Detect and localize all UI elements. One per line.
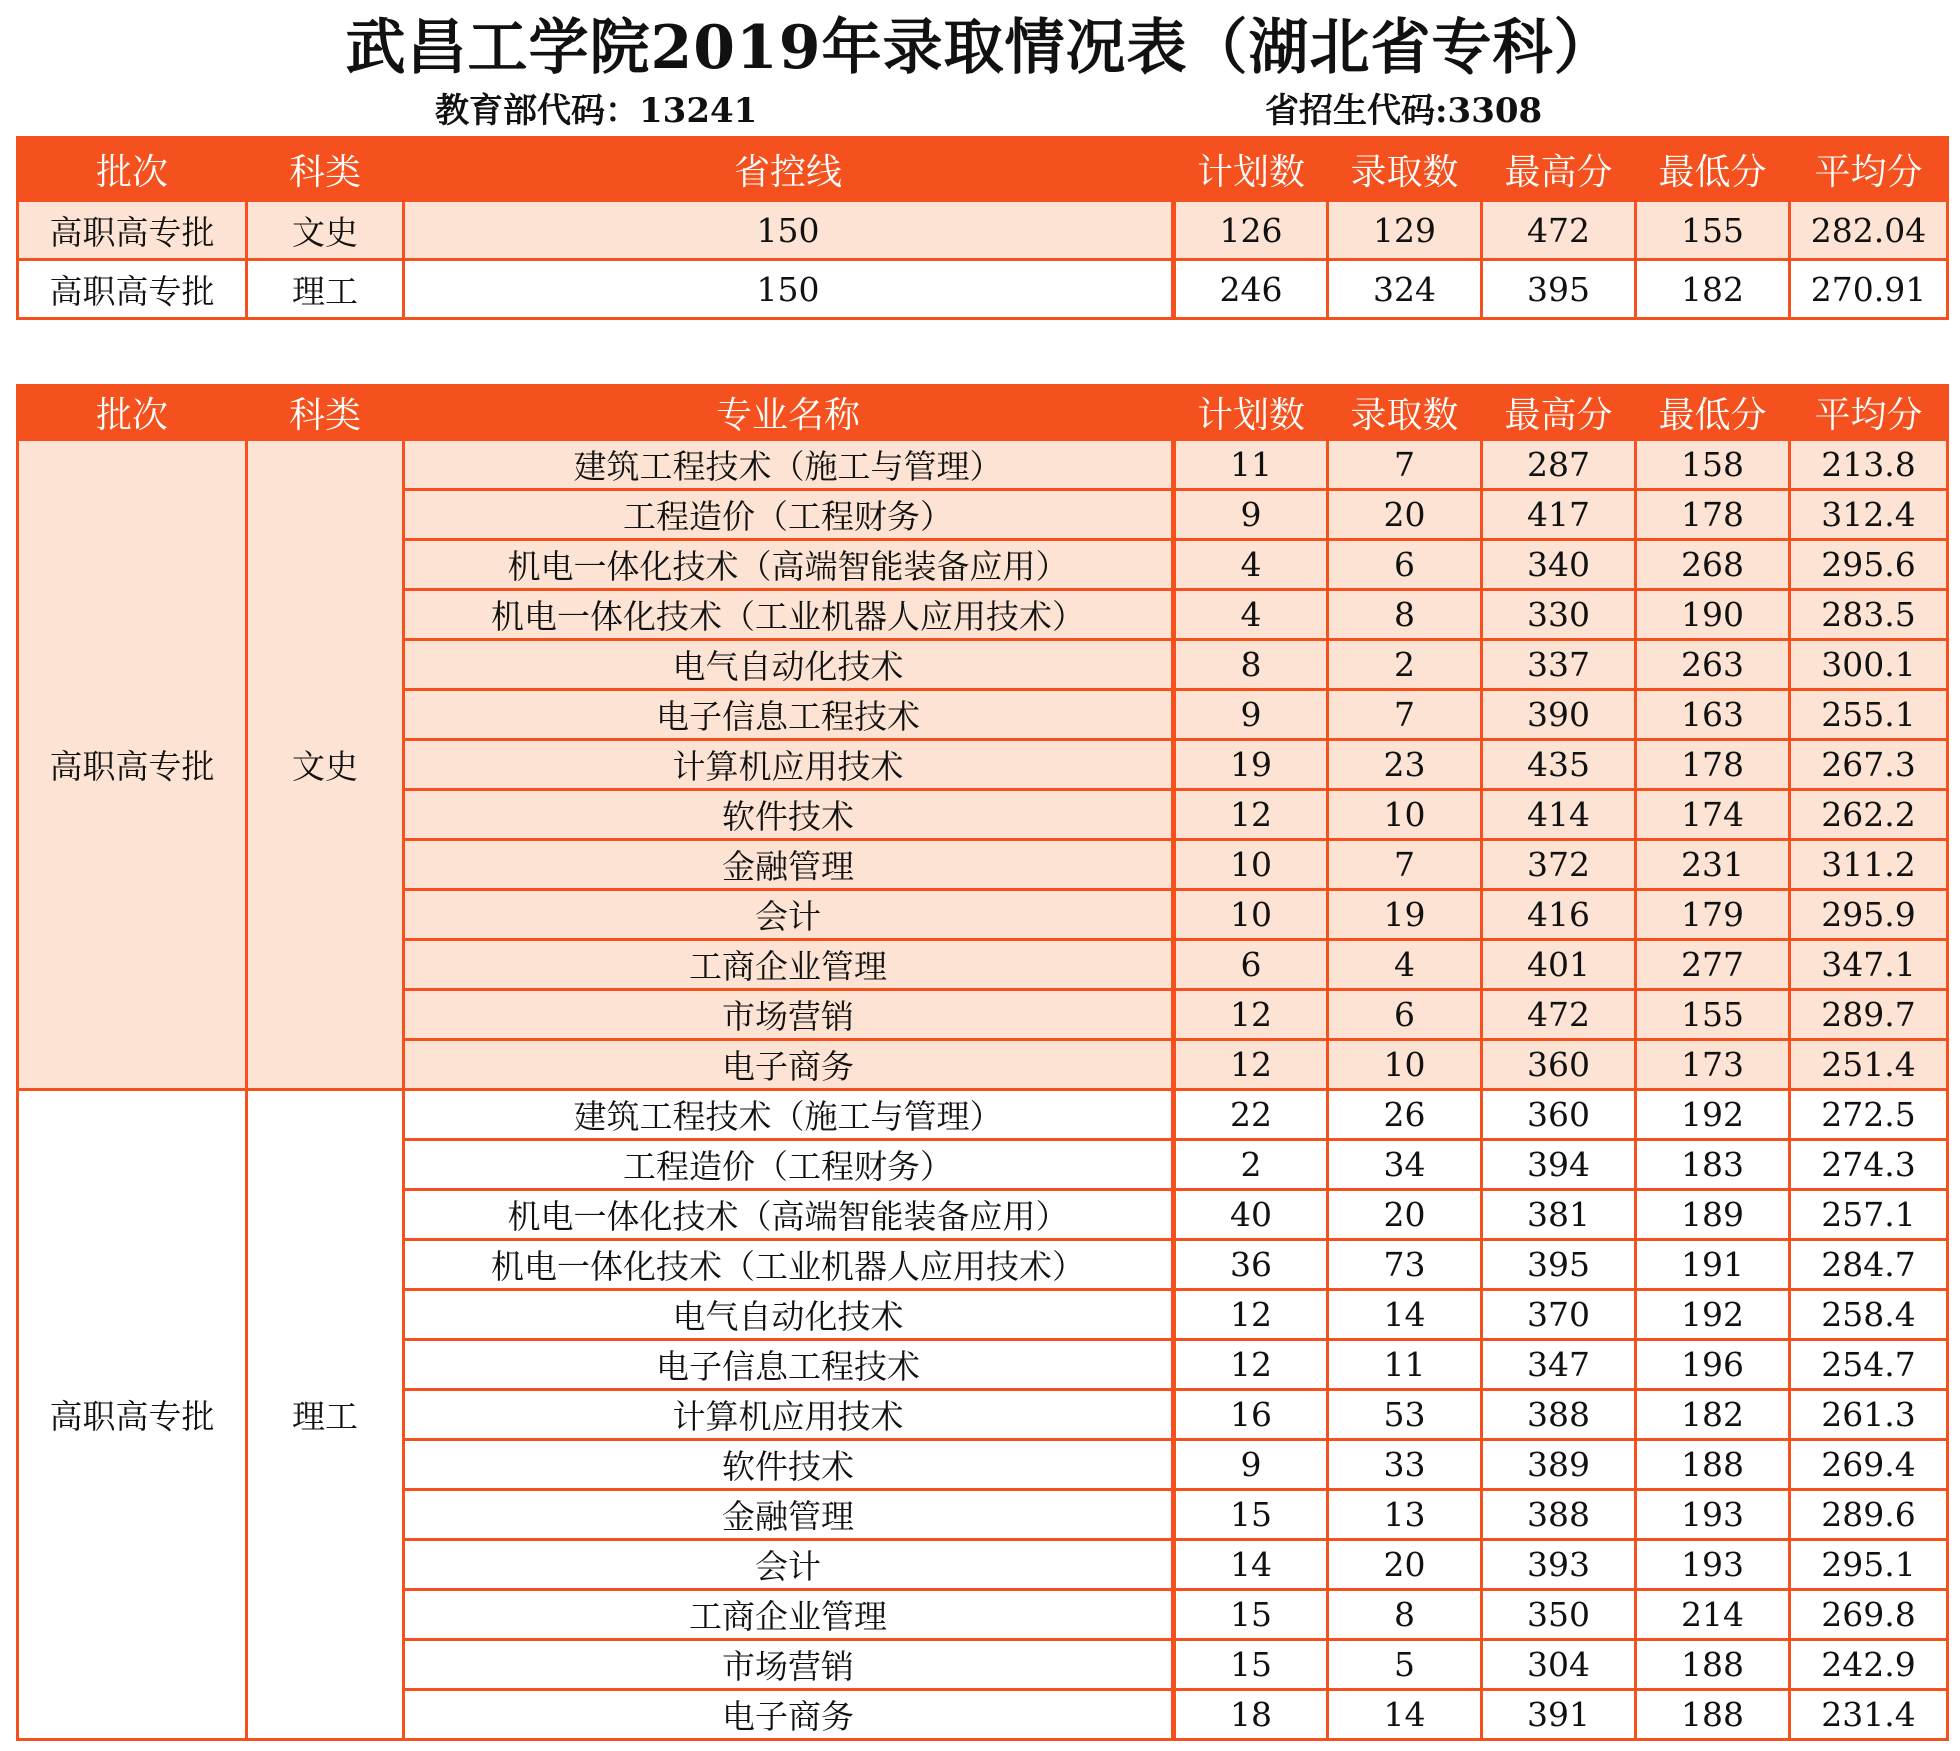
plan-cell: 15 [1174,1490,1328,1540]
major-name-cell: 会计 [404,1540,1174,1590]
avg-score-cell: 283.5 [1790,590,1948,640]
admitted-cell: 20 [1328,1540,1482,1590]
plan-cell: 8 [1174,640,1328,690]
admitted-cell: 14 [1328,1690,1482,1740]
major-name-cell: 电气自动化技术 [404,640,1174,690]
plan-cell: 36 [1174,1240,1328,1290]
summary-table [16,136,1949,320]
major-name-cell: 工程造价（工程财务） [404,1140,1174,1190]
plan-cell: 10 [1174,890,1328,940]
min-score-cell: 158 [1636,440,1790,490]
admitted-cell: 26 [1328,1090,1482,1140]
admitted-cell: 8 [1328,590,1482,640]
plan-cell: 2 [1174,1140,1328,1190]
header-cell: 科类 [247,386,404,440]
batch-cell: 高职高专批 [18,260,247,319]
batch-cell: 高职高专批 [18,1090,247,1740]
min-score-cell: 188 [1636,1640,1790,1690]
avg-score-cell: 282.04 [1790,201,1948,260]
min-score-cell: 191 [1636,1240,1790,1290]
max-score-cell: 417 [1482,490,1636,540]
admitted-cell: 324 [1328,260,1482,319]
header-cell: 最高分 [1482,386,1636,440]
avg-score-cell: 242.9 [1790,1640,1948,1690]
avg-score-cell: 284.7 [1790,1240,1948,1290]
avg-score-cell: 262.2 [1790,790,1948,840]
avg-score-cell: 267.3 [1790,740,1948,790]
admitted-cell: 73 [1328,1240,1482,1290]
max-score-cell: 394 [1482,1140,1636,1190]
avg-score-cell: 274.3 [1790,1140,1948,1190]
max-score-cell: 370 [1482,1290,1636,1340]
plan-cell: 11 [1174,440,1328,490]
min-score-cell: 155 [1636,201,1790,260]
summary-row [18,260,1948,319]
avg-score-cell: 261.3 [1790,1390,1948,1440]
max-score-cell: 472 [1482,990,1636,1040]
major-name-cell: 电子商务 [404,1690,1174,1740]
admitted-cell: 10 [1328,1040,1482,1090]
major-name-cell: 市场营销 [404,990,1174,1040]
category-cell: 理工 [247,1090,404,1740]
min-score-cell: 183 [1636,1140,1790,1190]
admitted-cell: 19 [1328,890,1482,940]
major-name-cell: 金融管理 [404,1490,1174,1540]
ministry-code: 教育部代码：13241 [435,91,758,131]
admitted-cell: 23 [1328,740,1482,790]
header-cell: 批次 [18,386,247,440]
table-row [18,1090,1948,1140]
major-name-cell: 工程造价（工程财务） [404,490,1174,540]
major-name-cell: 电子商务 [404,1040,1174,1090]
header-cell: 录取数 [1328,386,1482,440]
plan-cell: 246 [1174,260,1328,319]
max-score-cell: 414 [1482,790,1636,840]
max-score-cell: 360 [1482,1090,1636,1140]
admitted-cell: 10 [1328,790,1482,840]
avg-score-cell: 289.6 [1790,1490,1948,1540]
min-score-cell: 189 [1636,1190,1790,1240]
admitted-cell: 20 [1328,1190,1482,1240]
major-name-cell: 会计 [404,890,1174,940]
max-score-cell: 360 [1482,1040,1636,1090]
max-score-cell: 372 [1482,840,1636,890]
min-score-cell: 196 [1636,1340,1790,1390]
min-score-cell: 268 [1636,540,1790,590]
max-score-cell: 337 [1482,640,1636,690]
avg-score-cell: 231.4 [1790,1690,1948,1740]
min-score-cell: 214 [1636,1590,1790,1640]
avg-score-cell: 258.4 [1790,1290,1948,1340]
admitted-cell: 8 [1328,1590,1482,1640]
max-score-cell: 340 [1482,540,1636,590]
max-score-cell: 389 [1482,1440,1636,1490]
min-score-cell: 155 [1636,990,1790,1040]
major-name-cell: 金融管理 [404,840,1174,890]
plan-cell: 16 [1174,1390,1328,1440]
major-name-cell: 机电一体化技术（工业机器人应用技术） [404,590,1174,640]
max-score-cell: 388 [1482,1490,1636,1540]
avg-score-cell: 269.8 [1790,1590,1948,1640]
max-score-cell: 350 [1482,1590,1636,1640]
plan-cell: 9 [1174,1440,1328,1490]
plan-cell: 15 [1174,1640,1328,1690]
admitted-cell: 7 [1328,840,1482,890]
min-score-cell: 179 [1636,890,1790,940]
summary-row [18,201,1948,260]
table-row [18,440,1948,490]
category-cell: 文史 [247,440,404,1090]
page-title: 武昌工学院2019年录取情况表（湖北省专科） [345,13,1615,83]
major-name-cell: 建筑工程技术（施工与管理） [404,440,1174,490]
plan-cell: 12 [1174,1290,1328,1340]
admitted-cell: 5 [1328,1640,1482,1690]
major-name-cell: 工商企业管理 [404,1590,1174,1640]
avg-score-cell: 311.2 [1790,840,1948,890]
admitted-cell: 2 [1328,640,1482,690]
min-score-cell: 178 [1636,740,1790,790]
header-cell: 最低分 [1636,138,1790,201]
major-name-cell: 电气自动化技术 [404,1290,1174,1340]
max-score-cell: 401 [1482,940,1636,990]
major-name-cell: 电子信息工程技术 [404,1340,1174,1390]
min-score-cell: 277 [1636,940,1790,990]
major-name-cell: 软件技术 [404,790,1174,840]
header-cell: 专业名称 [404,386,1174,440]
category-cell: 理工 [247,260,404,319]
min-score-cell: 188 [1636,1440,1790,1490]
min-score-cell: 173 [1636,1040,1790,1090]
min-score-cell: 178 [1636,490,1790,540]
max-score-cell: 381 [1482,1190,1636,1240]
avg-score-cell: 255.1 [1790,690,1948,740]
min-score-cell: 190 [1636,590,1790,640]
avg-score-cell: 257.1 [1790,1190,1948,1240]
plan-cell: 9 [1174,690,1328,740]
plan-cell: 4 [1174,540,1328,590]
control-line-cell: 150 [404,260,1174,319]
plan-cell: 126 [1174,201,1328,260]
max-score-cell: 395 [1482,260,1636,319]
plan-cell: 12 [1174,990,1328,1040]
plan-cell: 22 [1174,1090,1328,1140]
avg-score-cell: 347.1 [1790,940,1948,990]
admitted-cell: 129 [1328,201,1482,260]
avg-score-cell: 272.5 [1790,1090,1948,1140]
min-score-cell: 231 [1636,840,1790,890]
batch-cell: 高职高专批 [18,440,247,1090]
major-name-cell: 工商企业管理 [404,940,1174,990]
max-score-cell: 395 [1482,1240,1636,1290]
header-cell: 省控线 [404,138,1174,201]
major-name-cell: 计算机应用技术 [404,1390,1174,1440]
header-cell: 计划数 [1174,138,1328,201]
max-score-cell: 287 [1482,440,1636,490]
min-score-cell: 192 [1636,1290,1790,1340]
admitted-cell: 11 [1328,1340,1482,1390]
max-score-cell: 347 [1482,1340,1636,1390]
max-score-cell: 393 [1482,1540,1636,1590]
header-cell: 平均分 [1790,386,1948,440]
max-score-cell: 330 [1482,590,1636,640]
avg-score-cell: 213.8 [1790,440,1948,490]
majors-table [16,384,1949,1741]
majors-header-row [18,386,1948,440]
admitted-cell: 7 [1328,690,1482,740]
plan-cell: 12 [1174,790,1328,840]
min-score-cell: 163 [1636,690,1790,740]
header-cell: 批次 [18,138,247,201]
batch-cell: 高职高专批 [18,201,247,260]
admitted-cell: 33 [1328,1440,1482,1490]
admitted-cell: 14 [1328,1290,1482,1340]
header-cell: 录取数 [1328,138,1482,201]
avg-score-cell: 312.4 [1790,490,1948,540]
max-score-cell: 391 [1482,1690,1636,1740]
admitted-cell: 53 [1328,1390,1482,1440]
header-cell: 最高分 [1482,138,1636,201]
min-score-cell: 192 [1636,1090,1790,1140]
min-score-cell: 188 [1636,1690,1790,1740]
plan-cell: 6 [1174,940,1328,990]
admitted-cell: 6 [1328,990,1482,1040]
max-score-cell: 390 [1482,690,1636,740]
major-name-cell: 机电一体化技术（高端智能装备应用） [404,540,1174,590]
avg-score-cell: 254.7 [1790,1340,1948,1390]
admitted-cell: 34 [1328,1140,1482,1190]
avg-score-cell: 251.4 [1790,1040,1948,1090]
plan-cell: 9 [1174,490,1328,540]
header-cell: 最低分 [1636,386,1790,440]
control-line-cell: 150 [404,201,1174,260]
plan-cell: 18 [1174,1690,1328,1740]
admitted-cell: 7 [1328,440,1482,490]
summary-header-row [18,138,1948,201]
major-name-cell: 软件技术 [404,1440,1174,1490]
min-score-cell: 182 [1636,260,1790,319]
avg-score-cell: 269.4 [1790,1440,1948,1490]
plan-cell: 12 [1174,1040,1328,1090]
plan-cell: 4 [1174,590,1328,640]
header-cell: 科类 [247,138,404,201]
min-score-cell: 193 [1636,1540,1790,1590]
min-score-cell: 263 [1636,640,1790,690]
category-cell: 文史 [247,201,404,260]
max-score-cell: 472 [1482,201,1636,260]
min-score-cell: 193 [1636,1490,1790,1540]
plan-cell: 40 [1174,1190,1328,1240]
max-score-cell: 304 [1482,1640,1636,1690]
min-score-cell: 174 [1636,790,1790,840]
majors-body [18,440,1948,1740]
major-name-cell: 电子信息工程技术 [404,690,1174,740]
avg-score-cell: 295.6 [1790,540,1948,590]
header-cell: 计划数 [1174,386,1328,440]
avg-score-cell: 295.9 [1790,890,1948,940]
plan-cell: 14 [1174,1540,1328,1590]
plan-cell: 19 [1174,740,1328,790]
avg-score-cell: 295.1 [1790,1540,1948,1590]
admitted-cell: 13 [1328,1490,1482,1540]
major-name-cell: 计算机应用技术 [404,740,1174,790]
admitted-cell: 20 [1328,490,1482,540]
province-code: 省招生代码:3308 [1265,91,1543,131]
major-name-cell: 机电一体化技术（工业机器人应用技术） [404,1240,1174,1290]
major-name-cell: 机电一体化技术（高端智能装备应用） [404,1190,1174,1240]
avg-score-cell: 289.7 [1790,990,1948,1040]
plan-cell: 15 [1174,1590,1328,1640]
avg-score-cell: 300.1 [1790,640,1948,690]
major-name-cell: 市场营销 [404,1640,1174,1690]
avg-score-cell: 270.91 [1790,260,1948,319]
max-score-cell: 388 [1482,1390,1636,1440]
admitted-cell: 6 [1328,540,1482,590]
admitted-cell: 4 [1328,940,1482,990]
min-score-cell: 182 [1636,1390,1790,1440]
major-name-cell: 建筑工程技术（施工与管理） [404,1090,1174,1140]
max-score-cell: 435 [1482,740,1636,790]
plan-cell: 12 [1174,1340,1328,1390]
header-cell: 平均分 [1790,138,1948,201]
plan-cell: 10 [1174,840,1328,890]
max-score-cell: 416 [1482,890,1636,940]
